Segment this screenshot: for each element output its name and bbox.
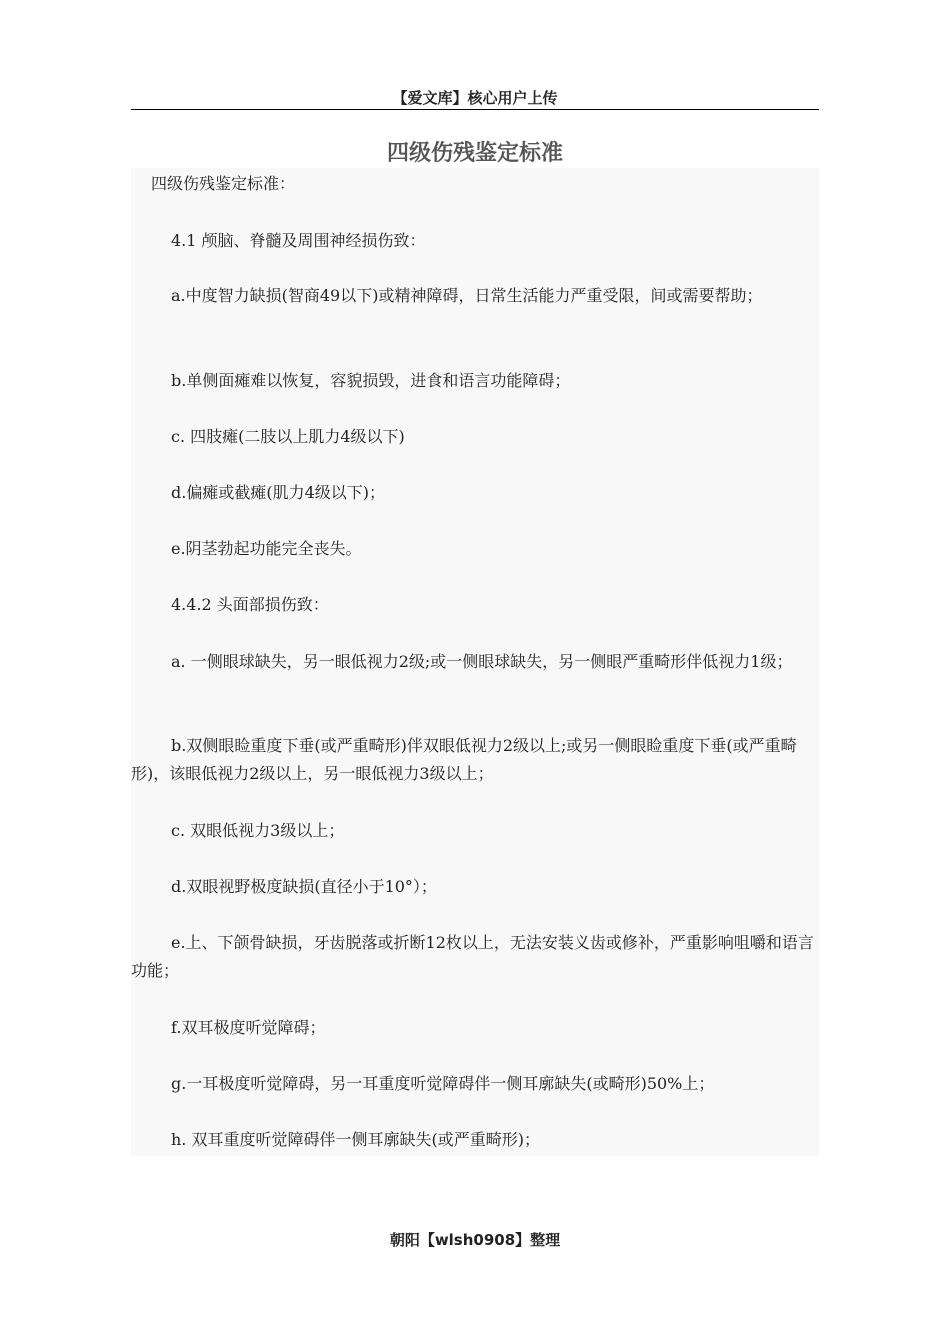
paragraph-4-1-d: d.偏瘫或截瘫(肌力4级以下)； [171,483,385,502]
paragraph-4-1-b: b.单侧面瘫难以恢复，容貌损毁，进食和语言功能障碍； [171,371,571,390]
paragraph-intro: 四级伤残鉴定标准： [151,174,296,193]
page-footer: 朝阳【wlsh0908】整理 [389,1231,561,1249]
paragraph-4-4-2-a: a. 一侧眼球缺失，另一眼低视力2级;或一侧眼球缺失，另一侧眼严重畸形伴低视力1级； [171,652,793,671]
paragraph-4-4-2-b: b.双侧眼睑重度下垂(或严重畸形)伴双眼低视力2级以上;或另一侧眼睑重度下垂(或严重畸形)，该眼低视力2级以上，另一眼低视力3级以上； [131,736,797,783]
paragraph-4-1-a: a.中度智力缺损(智商49以下)或精神障碍，日常生活能力严重受限，间或需要帮助； [171,286,763,305]
paragraph-4-1-e: e.阴茎勃起功能完全丧失。 [171,539,362,558]
page-header: 【爱文库】核心用户上传 [392,89,558,107]
header-divider [131,109,819,110]
paragraph-4-4-2-h: h. 双耳重度听觉障碍伴一侧耳廓缺失(或严重畸形)； [171,1130,540,1149]
paragraph-4-4-2-e: e.上、下颌骨缺损，牙齿脱落或折断12枚以上，无法安装义齿或修补，严重影响咀嚼和语言功能； [131,933,814,980]
paragraph-4-4-2-c: c. 双眼低视力3级以上； [171,821,345,840]
paragraph-4-1-c: c. 四肢瘫(二肢以上肌力4级以下) [171,427,405,446]
paragraph-section-4-4-2: 4.4.2 头面部损伤致： [171,595,329,614]
document-body [131,168,819,1156]
paragraph-section-4-1: 4.1 颅脑、脊髓及周围神经损伤致： [171,231,426,250]
paragraph-4-4-2-g: g.一耳极度听觉障碍，另一耳重度听觉障碍伴一侧耳廓缺失(或畸形)50%上； [171,1074,715,1093]
paragraph-4-4-2-d: d.双眼视野极度缺损(直径小于10°）； [171,877,437,896]
paragraph-4-4-2-f: f.双耳极度听觉障碍； [171,1018,326,1037]
document-title: 四级伤残鉴定标准 [386,141,563,166]
